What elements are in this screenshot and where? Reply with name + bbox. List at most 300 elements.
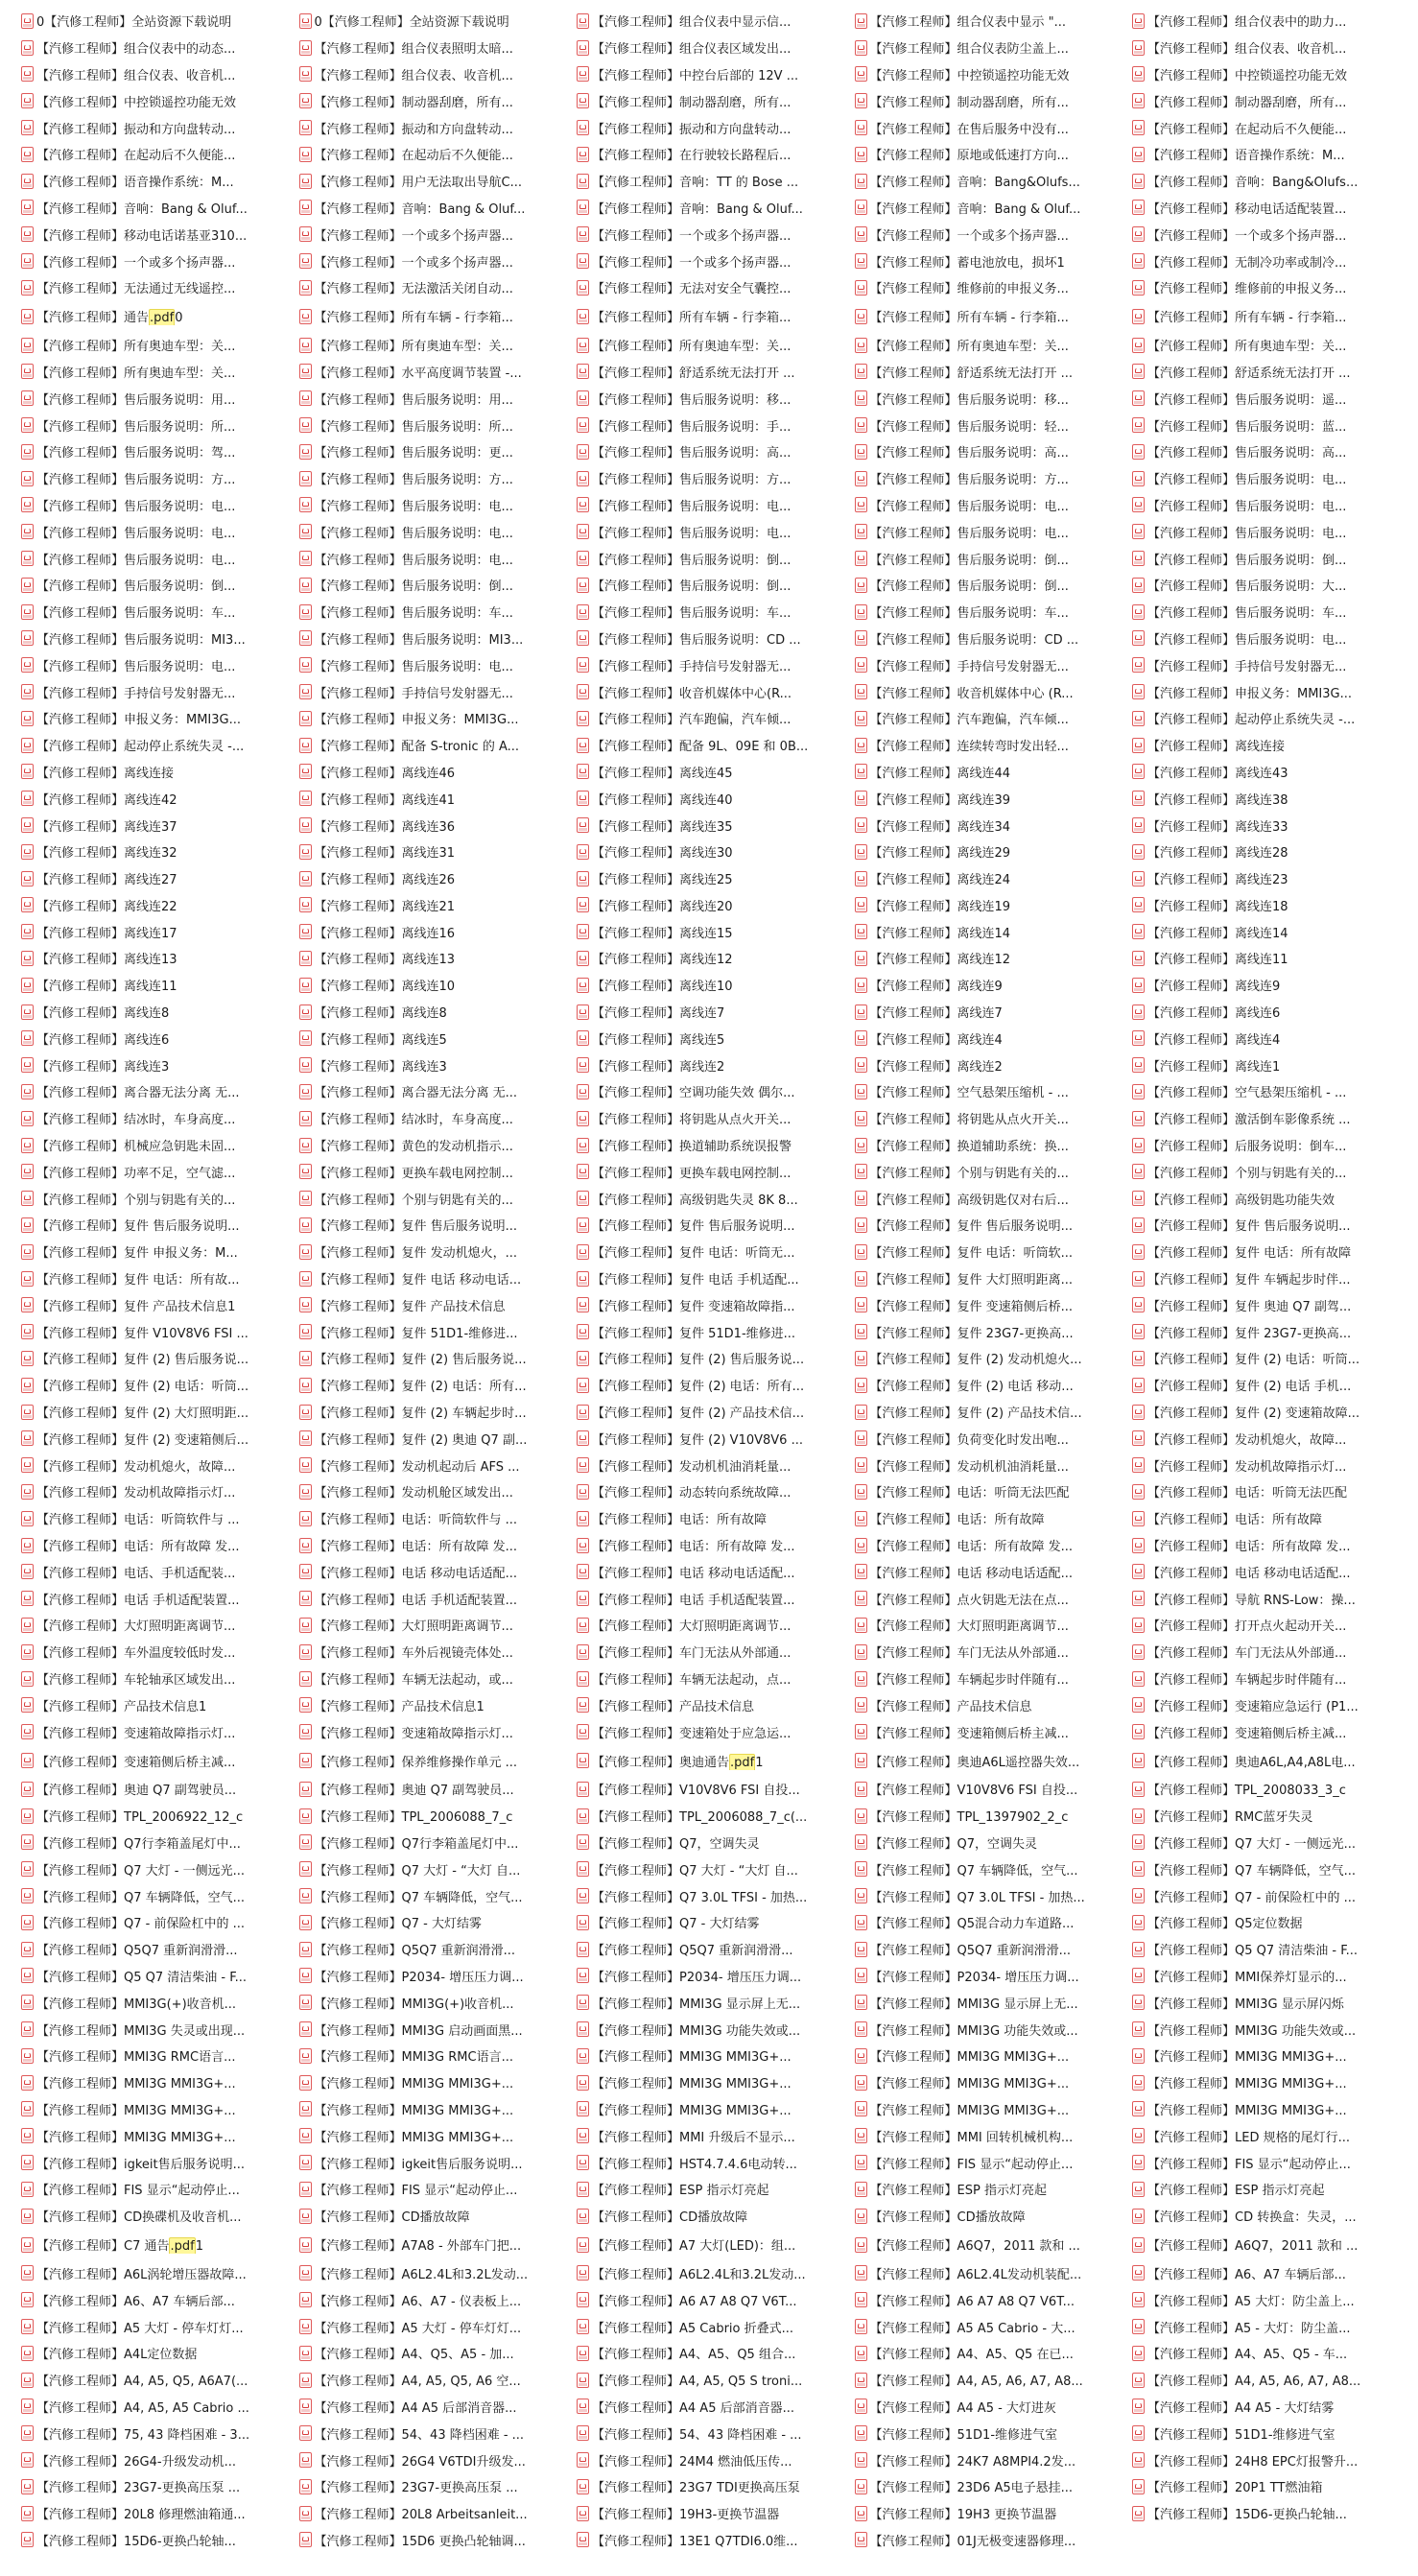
file-item[interactable] [577,1296,855,1314]
file-item[interactable] [1132,576,1410,594]
file-item[interactable] [299,1967,578,1985]
file-item[interactable] [577,1190,855,1208]
file-item[interactable] [299,2424,578,2443]
file-item[interactable] [855,2180,1133,2198]
file-item[interactable] [577,842,855,861]
file-item[interactable] [21,278,299,296]
file-item[interactable] [855,816,1133,835]
file-item[interactable] [299,2073,578,2092]
file-item[interactable] [855,1136,1133,1154]
file-item[interactable] [855,1563,1133,1581]
file-item[interactable] [1132,2154,1410,2172]
file-item[interactable] [577,38,855,57]
file-item[interactable] [855,1269,1133,1288]
file-item[interactable] [21,496,299,514]
file-item[interactable] [855,1780,1133,1798]
file-item[interactable] [299,2318,578,2336]
file-item[interactable] [855,2100,1133,2118]
file-item[interactable] [577,1323,855,1341]
file-item[interactable] [855,1216,1133,1234]
file-item[interactable] [21,736,299,754]
file-item[interactable] [1132,1616,1410,1634]
file-item[interactable] [21,550,299,568]
file-item[interactable] [577,2180,855,2198]
file-item[interactable] [577,2531,855,2549]
file-item[interactable] [299,896,578,914]
file-item[interactable] [299,2207,578,2225]
file-item[interactable] [1132,278,1410,296]
file-item[interactable] [855,2398,1133,2416]
file-item[interactable] [855,1003,1133,1021]
file-item[interactable] [1132,252,1410,271]
file-item[interactable] [299,1696,578,1714]
file-item[interactable] [855,92,1133,110]
file-item[interactable] [21,923,299,941]
file-item[interactable] [21,2073,299,2092]
file-item[interactable] [855,496,1133,514]
file-item[interactable] [855,1482,1133,1501]
file-item[interactable] [577,2318,855,2336]
file-item[interactable] [577,92,855,110]
file-item[interactable] [299,629,578,648]
file-item[interactable] [577,1780,855,1798]
file-item[interactable] [1132,949,1410,967]
file-item[interactable] [855,2344,1133,2362]
file-item[interactable] [21,469,299,487]
file-item[interactable] [855,1807,1133,1825]
file-item[interactable] [21,1509,299,1527]
file-item[interactable] [21,976,299,994]
file-item[interactable] [299,2344,578,2362]
file-item[interactable] [1132,2235,1410,2254]
file-item[interactable] [577,1833,855,1852]
file-item[interactable] [1132,2451,1410,2470]
file-item[interactable] [299,2100,578,2118]
file-item[interactable] [21,1669,299,1688]
file-item[interactable] [299,2046,578,2065]
file-item[interactable] [577,1536,855,1554]
file-item[interactable] [1132,1967,1410,1985]
file-item[interactable] [299,145,578,163]
file-item[interactable] [1132,2504,1410,2522]
file-item[interactable] [299,1323,578,1341]
file-item[interactable] [21,1242,299,1261]
file-item[interactable] [21,1216,299,1234]
file-item[interactable] [1132,1056,1410,1075]
file-item[interactable] [577,1269,855,1288]
file-item[interactable] [577,1590,855,1608]
file-item[interactable] [299,1242,578,1261]
file-item[interactable] [21,816,299,835]
file-item[interactable] [855,2264,1133,2282]
file-item[interactable] [577,2398,855,2416]
file-item[interactable] [21,1967,299,1985]
file-item[interactable] [577,2046,855,2065]
file-item[interactable] [577,2291,855,2309]
file-item[interactable] [577,949,855,967]
file-item[interactable] [21,1376,299,1394]
file-item[interactable] [577,1913,855,1931]
file-item[interactable] [1132,172,1410,190]
file-item[interactable] [577,1403,855,1421]
file-item[interactable] [577,1136,855,1154]
file-item[interactable] [577,1669,855,1688]
file-item[interactable] [299,1807,578,1825]
file-item[interactable] [1132,2264,1410,2282]
file-item[interactable] [21,1752,299,1770]
file-item[interactable] [577,2477,855,2495]
file-item[interactable] [299,1216,578,1234]
file-item[interactable] [21,2100,299,2118]
file-item[interactable] [21,2180,299,2198]
file-item[interactable] [21,119,299,137]
file-item[interactable] [299,12,578,30]
file-item[interactable] [855,172,1133,190]
file-item[interactable] [1132,1590,1410,1608]
file-item[interactable] [299,2398,578,2416]
file-item[interactable] [855,550,1133,568]
file-item[interactable] [299,363,578,381]
file-item[interactable] [21,1109,299,1127]
file-item[interactable] [21,1696,299,1714]
file-item[interactable] [855,12,1133,30]
file-item[interactable] [855,1056,1133,1075]
file-item[interactable] [855,842,1133,861]
file-item[interactable] [21,1723,299,1741]
file-item[interactable] [299,336,578,354]
file-item[interactable] [855,1860,1133,1879]
file-item[interactable] [577,1003,855,1021]
file-item[interactable] [299,2021,578,2039]
file-item[interactable] [1132,2021,1410,2039]
file-item[interactable] [299,1642,578,1661]
file-item[interactable] [299,199,578,217]
file-item[interactable] [21,1323,299,1341]
file-item[interactable] [577,1616,855,1634]
file-item[interactable] [299,976,578,994]
file-item[interactable] [577,2100,855,2118]
file-item[interactable] [855,656,1133,674]
file-item[interactable] [855,976,1133,994]
file-item[interactable] [577,2424,855,2443]
file-item[interactable] [21,1860,299,1879]
file-item[interactable] [855,1669,1133,1688]
file-item[interactable] [855,1590,1133,1608]
file-item[interactable] [1132,1940,1410,1958]
file-item[interactable] [299,923,578,941]
file-item[interactable] [855,736,1133,754]
file-item[interactable] [855,1456,1133,1475]
file-item[interactable] [577,1109,855,1127]
file-item[interactable] [21,2371,299,2389]
file-item[interactable] [21,949,299,967]
file-item[interactable] [577,172,855,190]
file-item[interactable] [299,1029,578,1048]
file-item[interactable] [577,2264,855,2282]
file-item[interactable] [577,145,855,163]
file-item[interactable] [299,842,578,861]
file-item[interactable] [1132,38,1410,57]
file-item[interactable] [1132,2398,1410,2416]
file-item[interactable] [1132,2073,1410,2092]
file-item[interactable] [577,1509,855,1527]
file-item[interactable] [21,1536,299,1554]
file-item[interactable] [855,2154,1133,2172]
file-item[interactable] [577,1082,855,1100]
file-item[interactable] [1132,1669,1410,1688]
file-item[interactable] [577,2451,855,2470]
file-item[interactable] [855,1913,1133,1931]
file-item[interactable] [855,1642,1133,1661]
file-item[interactable] [299,1296,578,1314]
file-item[interactable] [577,1967,855,1985]
file-item[interactable] [299,469,578,487]
file-item[interactable] [299,1109,578,1127]
file-item[interactable] [1132,1136,1410,1154]
file-item[interactable] [855,683,1133,701]
file-item[interactable] [299,416,578,435]
file-item[interactable] [1132,1994,1410,2012]
file-item[interactable] [855,336,1133,354]
file-item[interactable] [299,736,578,754]
file-item[interactable] [855,307,1133,325]
file-item[interactable] [299,1723,578,1741]
file-item[interactable] [299,1376,578,1394]
file-item[interactable] [299,2531,578,2549]
file-item[interactable] [1132,1807,1410,1825]
file-item[interactable] [855,523,1133,541]
file-item[interactable] [1132,496,1410,514]
file-item[interactable] [21,1003,299,1021]
file-item[interactable] [299,1269,578,1288]
file-item[interactable] [21,172,299,190]
file-item[interactable] [1132,416,1410,435]
file-item[interactable] [299,1456,578,1475]
file-item[interactable] [1132,2180,1410,2198]
file-item[interactable] [1132,1403,1410,1421]
file-item[interactable] [1132,442,1410,461]
file-item[interactable] [577,390,855,408]
file-item[interactable] [577,469,855,487]
file-item[interactable] [299,1536,578,1554]
file-item[interactable] [855,2235,1133,2254]
file-item[interactable] [21,12,299,30]
file-item[interactable] [855,1696,1133,1714]
file-item[interactable] [21,1190,299,1208]
file-item[interactable] [299,2235,578,2254]
file-item[interactable] [855,1967,1133,1985]
file-item[interactable] [855,1109,1133,1127]
file-item[interactable] [21,442,299,461]
file-item[interactable] [21,65,299,83]
file-item[interactable] [21,252,299,271]
file-item[interactable] [21,1642,299,1661]
file-item[interactable] [299,1940,578,1958]
file-item[interactable] [1132,12,1410,30]
file-item[interactable] [299,2451,578,2470]
file-item[interactable] [855,2207,1133,2225]
file-item[interactable] [577,603,855,621]
file-item[interactable] [21,869,299,887]
file-item[interactable] [1132,1190,1410,1208]
file-item[interactable] [21,896,299,914]
file-item[interactable] [299,496,578,514]
file-item[interactable] [1132,1509,1410,1527]
file-item[interactable] [21,1994,299,2012]
file-item[interactable] [855,1430,1133,1448]
file-item[interactable] [299,1994,578,2012]
file-item[interactable] [299,1190,578,1208]
file-item[interactable] [1132,976,1410,994]
file-item[interactable] [1132,469,1410,487]
file-item[interactable] [855,2073,1133,2092]
file-item[interactable] [855,1752,1133,1770]
file-item[interactable] [21,1456,299,1475]
file-item[interactable] [299,2154,578,2172]
file-item[interactable] [299,172,578,190]
file-item[interactable] [1132,2291,1410,2309]
file-item[interactable] [21,1807,299,1825]
file-item[interactable] [21,92,299,110]
file-item[interactable] [1132,629,1410,648]
file-item[interactable] [21,416,299,435]
file-item[interactable] [855,1403,1133,1421]
file-item[interactable] [1132,1269,1410,1288]
file-item[interactable] [299,1349,578,1367]
file-item[interactable] [299,1590,578,1608]
file-item[interactable] [21,336,299,354]
file-item[interactable] [1132,550,1410,568]
file-item[interactable] [1132,2100,1410,2118]
file-item[interactable] [299,1136,578,1154]
file-item[interactable] [577,763,855,781]
file-item[interactable] [299,709,578,727]
file-item[interactable] [21,2207,299,2225]
file-item[interactable] [21,1056,299,1075]
file-item[interactable] [21,1616,299,1634]
file-item[interactable] [855,2424,1133,2443]
file-item[interactable] [577,1482,855,1501]
file-item[interactable] [21,1940,299,1958]
file-item[interactable] [299,1430,578,1448]
file-item[interactable] [21,38,299,57]
file-item[interactable] [577,790,855,808]
file-item[interactable] [299,2504,578,2522]
file-item[interactable] [299,442,578,461]
file-item[interactable] [21,1269,299,1288]
file-item[interactable] [1132,363,1410,381]
file-item[interactable] [21,603,299,621]
file-item[interactable] [21,2127,299,2145]
file-item[interactable] [855,65,1133,83]
file-item[interactable] [577,1807,855,1825]
file-item[interactable] [855,1242,1133,1261]
file-item[interactable] [299,683,578,701]
file-item[interactable] [1132,656,1410,674]
file-item[interactable] [299,816,578,835]
file-item[interactable] [577,1860,855,1879]
file-item[interactable] [299,790,578,808]
file-item[interactable] [21,2531,299,2549]
file-item[interactable] [21,1833,299,1852]
file-item[interactable] [577,709,855,727]
file-item[interactable] [21,1780,299,1798]
file-item[interactable] [299,92,578,110]
file-item[interactable] [299,225,578,244]
file-item[interactable] [855,416,1133,435]
file-item[interactable] [299,523,578,541]
file-item[interactable] [21,629,299,648]
file-item[interactable] [21,2021,299,2039]
file-item[interactable] [1132,1109,1410,1127]
file-item[interactable] [577,199,855,217]
file-item[interactable] [577,736,855,754]
file-item[interactable] [299,2371,578,2389]
file-item[interactable] [1132,1696,1410,1714]
file-item[interactable] [1132,336,1410,354]
file-item[interactable] [577,2344,855,2362]
file-item[interactable] [577,1430,855,1448]
file-item[interactable] [577,2207,855,2225]
file-item[interactable] [577,550,855,568]
file-item[interactable] [21,1563,299,1581]
file-item[interactable] [577,119,855,137]
file-item[interactable] [855,1296,1133,1314]
file-item[interactable] [21,523,299,541]
file-item[interactable] [1132,1456,1410,1475]
file-item[interactable] [855,390,1133,408]
file-item[interactable] [1132,1536,1410,1554]
file-item[interactable] [299,1913,578,1931]
file-item[interactable] [299,38,578,57]
file-item[interactable] [1132,2046,1410,2065]
file-item[interactable] [1132,2318,1410,2336]
file-item[interactable] [1132,683,1410,701]
file-item[interactable] [21,656,299,674]
file-item[interactable] [577,1456,855,1475]
file-item[interactable] [1132,1482,1410,1501]
file-item[interactable] [21,199,299,217]
file-item[interactable] [855,1349,1133,1367]
file-item[interactable] [299,656,578,674]
file-item[interactable] [299,119,578,137]
file-item[interactable] [1132,1296,1410,1314]
file-item[interactable] [855,1082,1133,1100]
file-item[interactable] [577,2235,855,2254]
file-item[interactable] [1132,1913,1410,1931]
file-item[interactable] [855,363,1133,381]
file-item[interactable] [1132,763,1410,781]
file-item[interactable] [855,869,1133,887]
file-item[interactable] [855,790,1133,808]
file-item[interactable] [855,1723,1133,1741]
file-item[interactable] [855,225,1133,244]
file-item[interactable] [299,763,578,781]
file-item[interactable] [577,816,855,835]
file-item[interactable] [299,1833,578,1852]
file-item[interactable] [855,763,1133,781]
file-item[interactable] [21,390,299,408]
file-item[interactable] [855,145,1133,163]
file-item[interactable] [299,390,578,408]
file-item[interactable] [21,1349,299,1367]
file-item[interactable] [855,1616,1133,1634]
file-item[interactable] [1132,92,1410,110]
file-item[interactable] [299,65,578,83]
file-item[interactable] [1132,2371,1410,2389]
file-item[interactable] [21,2424,299,2443]
file-item[interactable] [1132,65,1410,83]
